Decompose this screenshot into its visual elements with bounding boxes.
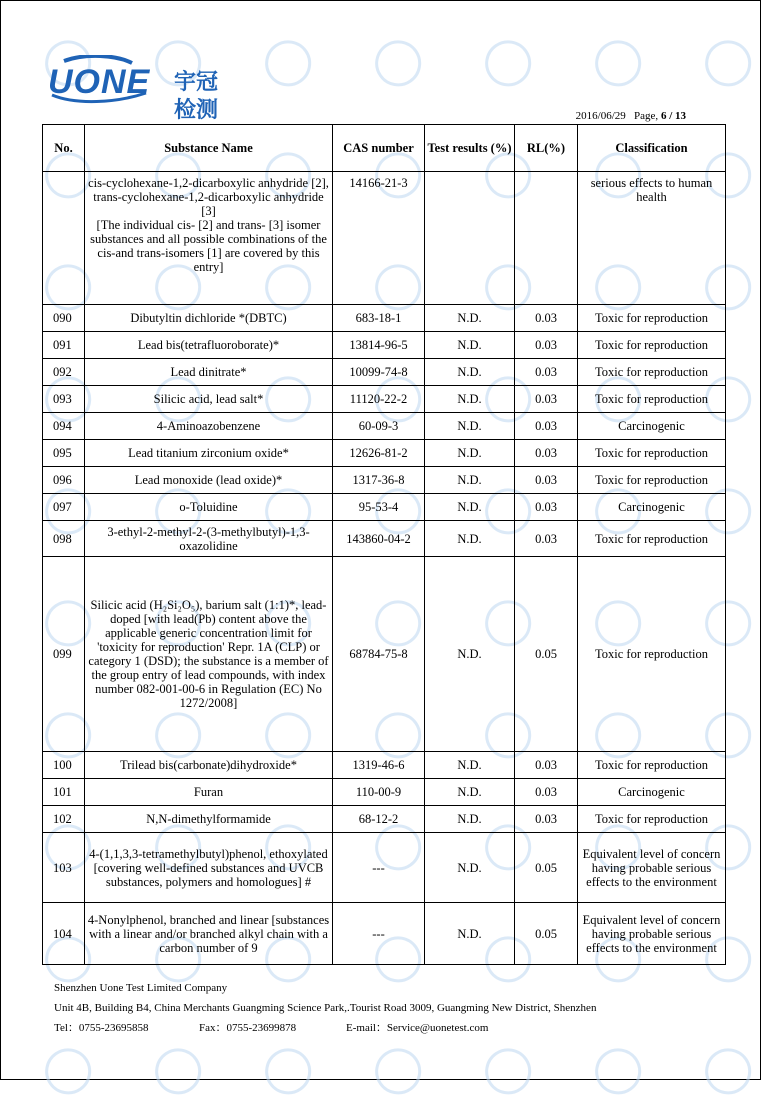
substance-name: Furan (85, 779, 333, 806)
table-row (43, 386, 726, 413)
row-number: 102 (43, 806, 85, 833)
cas-number: 10099-74-8 (333, 359, 425, 386)
table-row (43, 467, 726, 494)
substance-name: Trilead bis(carbonate)dihydroxide* (85, 752, 333, 779)
report-date: 2016/06/29 (575, 110, 626, 122)
row-number: 090 (43, 305, 85, 332)
cas-number: 110-00-9 (333, 779, 425, 806)
reporting-limit: 0.03 (515, 440, 578, 467)
classification: Toxic for reproduction (578, 521, 726, 557)
classification: Toxic for reproduction (578, 557, 726, 752)
test-result: N.D. (425, 752, 515, 779)
logo-chinese-text: 宇冠检测 (174, 70, 219, 123)
cas-number: 68-12-2 (333, 806, 425, 833)
table-body (43, 172, 726, 965)
table-row (43, 779, 726, 806)
test-result: N.D. (425, 359, 515, 386)
col-header-cas: CAS number (333, 125, 425, 172)
substance-name: 3-ethyl-2-methyl-2-(3-methylbutyl)-1,3-oxazolidine (85, 521, 333, 557)
reporting-limit: 0.03 (515, 305, 578, 332)
test-result (425, 172, 515, 305)
reporting-limit: 0.05 (515, 833, 578, 903)
table-row (43, 359, 726, 386)
table-row (43, 752, 726, 779)
test-result: N.D. (425, 779, 515, 806)
classification: Toxic for reproduction (578, 359, 726, 386)
row-number: 094 (43, 413, 85, 440)
row-number: 100 (43, 752, 85, 779)
classification: Toxic for reproduction (578, 332, 726, 359)
substance-name: cis-cyclohexane-1,2-dicarboxylic anhydride [2], trans-cyclohexane-1,2-dicarboxylic anhydride [3] [The individual cis- [2] and trans- [3] isomer substances and all possible combinations of the cis-and trans-isomers [1] are covered by this entry] (85, 172, 333, 305)
substance-name: 4-(1,1,3,3-tetramethylbutyl)phenol, ethoxylated [covering well-defined substances and UVCB substances, polymers and homologues] # (85, 833, 333, 903)
cas-number: 143860-04-2 (333, 521, 425, 557)
substance-name: Silicic acid, lead salt* (85, 386, 333, 413)
cas-number: --- (333, 833, 425, 903)
test-result: N.D. (425, 903, 515, 965)
reporting-limit: 0.05 (515, 557, 578, 752)
substance-name: 4-Aminoazobenzene (85, 413, 333, 440)
classification: serious effects to human health (578, 172, 726, 305)
reporting-limit: 0.03 (515, 521, 578, 557)
substance-name: Dibutyltin dichloride *(DBTC) (85, 305, 333, 332)
table-row (43, 494, 726, 521)
row-number: 092 (43, 359, 85, 386)
test-result: N.D. (425, 440, 515, 467)
test-result: N.D. (425, 557, 515, 752)
classification: Toxic for reproduction (578, 386, 726, 413)
substance-name: Lead monoxide (lead oxide)* (85, 467, 333, 494)
substance-name: N,N-dimethylformamide (85, 806, 333, 833)
substance-name: Silicic acid (H₂Si₂O₅), barium salt (1:1)*, lead-doped [with lead(Pb) content above the applicable generic concentration limit for 'toxicity for reproduction' Repr. 1A (CLP) or category 1 (DSD); the substance is a member of the group entry of lead compounds, with index number 082-001-00-6 in Regulation (EC) No 1272/2008] (85, 557, 333, 752)
company-logo (46, 55, 236, 123)
cas-number: --- (333, 903, 425, 965)
col-header-substance: Substance Name (85, 125, 333, 172)
classification: Toxic for reproduction (578, 467, 726, 494)
substance-name: 4-Nonylphenol, branched and linear [substances with a linear and/or branched alkyl chain with a carbon number of 9 (85, 903, 333, 965)
table-row (43, 332, 726, 359)
table-row (43, 833, 726, 903)
row-number: 101 (43, 779, 85, 806)
row-number: 104 (43, 903, 85, 965)
test-result: N.D. (425, 386, 515, 413)
table-header-row (43, 125, 726, 172)
row-number: 098 (43, 521, 85, 557)
test-result: N.D. (425, 413, 515, 440)
classification: Toxic for reproduction (578, 305, 726, 332)
classification: Equivalent level of concern having probable serious effects to the environment (578, 903, 726, 965)
cas-number: 12626-81-2 (333, 440, 425, 467)
classification: Carcinogenic (578, 494, 726, 521)
footer-email: E-mail：Service@uonetest.com (346, 1022, 489, 1034)
table-row (43, 440, 726, 467)
col-header-no: No. (43, 125, 85, 172)
cas-number: 1319-46-6 (333, 752, 425, 779)
substance-name: Lead bis(tetrafluoroborate)* (85, 332, 333, 359)
test-result: N.D. (425, 305, 515, 332)
reporting-limit: 0.03 (515, 467, 578, 494)
cas-number: 95-53-4 (333, 494, 425, 521)
footer-tel: Tel：0755-23695858 (54, 1022, 149, 1034)
substance-table (42, 124, 726, 965)
reporting-limit: 0.03 (515, 332, 578, 359)
table-row (43, 172, 726, 305)
test-result: N.D. (425, 833, 515, 903)
test-result: N.D. (425, 806, 515, 833)
table-row (43, 413, 726, 440)
page-info (480, 110, 686, 122)
row-number: 091 (43, 332, 85, 359)
row-number (43, 172, 85, 305)
reporting-limit: 0.05 (515, 903, 578, 965)
row-number: 096 (43, 467, 85, 494)
row-number: 103 (43, 833, 85, 903)
reporting-limit: 0.03 (515, 752, 578, 779)
test-result: N.D. (425, 521, 515, 557)
reporting-limit: 0.03 (515, 359, 578, 386)
classification: Toxic for reproduction (578, 440, 726, 467)
col-header-rl: RL(%) (515, 125, 578, 172)
classification: Carcinogenic (578, 779, 726, 806)
cas-number: 13814-96-5 (333, 332, 425, 359)
table-row (43, 557, 726, 752)
footer-company: Shenzhen Uone Test Limited Company (54, 982, 228, 994)
cas-number: 683-18-1 (333, 305, 425, 332)
table-row (43, 903, 726, 965)
classification: Carcinogenic (578, 413, 726, 440)
footer-address: Unit 4B, Building B4, China Merchants Guangming Science Park,.Tourist Road 3009, Guangming New District, Shenzhen (54, 1002, 597, 1014)
cas-number: 11120-22-2 (333, 386, 425, 413)
reporting-limit: 0.03 (515, 806, 578, 833)
col-header-results: Test results (%) (425, 125, 515, 172)
classification: Equivalent level of concern having probable serious effects to the environment (578, 833, 726, 903)
row-number: 097 (43, 494, 85, 521)
row-number: 099 (43, 557, 85, 752)
cas-number: 14166-21-3 (333, 172, 425, 305)
reporting-limit (515, 172, 578, 305)
reporting-limit: 0.03 (515, 779, 578, 806)
footer-fax: Fax：0755-23699878 (199, 1022, 297, 1034)
classification: Toxic for reproduction (578, 752, 726, 779)
page-label: Page, (634, 110, 659, 122)
substance-name: Lead titanium zirconium oxide* (85, 440, 333, 467)
logo-brand-text: UONE (48, 63, 151, 101)
classification: Toxic for reproduction (578, 806, 726, 833)
cas-number: 1317-36-8 (333, 467, 425, 494)
test-result: N.D. (425, 332, 515, 359)
page-number: 6 / 13 (660, 110, 686, 122)
col-header-classification: Classification (578, 125, 726, 172)
substance-name: o-Toluidine (85, 494, 333, 521)
table-row (43, 305, 726, 332)
row-number: 095 (43, 440, 85, 467)
row-number: 093 (43, 386, 85, 413)
reporting-limit: 0.03 (515, 386, 578, 413)
reporting-limit: 0.03 (515, 413, 578, 440)
substance-name: Lead dinitrate* (85, 359, 333, 386)
test-result: N.D. (425, 494, 515, 521)
table-row (43, 806, 726, 833)
cas-number: 60-09-3 (333, 413, 425, 440)
test-result: N.D. (425, 467, 515, 494)
cas-number: 68784-75-8 (333, 557, 425, 752)
reporting-limit: 0.03 (515, 494, 578, 521)
table-row (43, 521, 726, 557)
